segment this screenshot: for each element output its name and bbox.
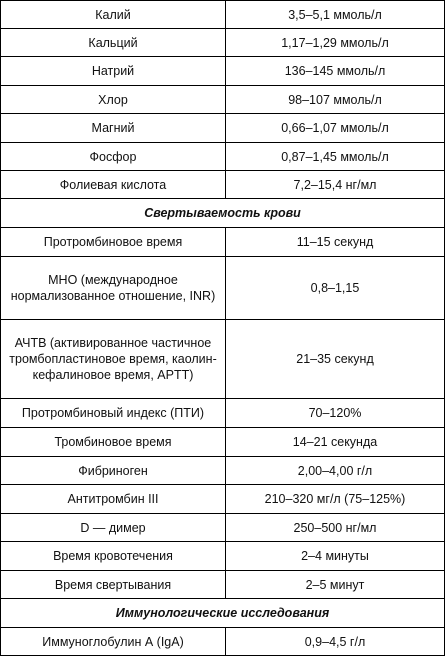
table-row — [1, 29, 445, 57]
table-row — [1, 228, 445, 257]
parameter-name: Иммуноглобулин А (IgA) — [1, 628, 226, 656]
reference-value: 11–15 секунд — [226, 228, 445, 257]
table-row — [1, 143, 445, 171]
table-row — [1, 320, 445, 399]
parameter-name: Кальций — [1, 29, 226, 57]
reference-value: 21–35 секунд — [226, 320, 445, 399]
table-row — [1, 171, 445, 199]
reference-value: 136–145 ммоль/л — [226, 57, 445, 86]
table-row — [1, 457, 445, 485]
reference-value: 7,2–15,4 нг/мл — [226, 171, 445, 199]
parameter-name: Фолиевая кислота — [1, 171, 226, 199]
table-row — [1, 114, 445, 143]
parameter-name: Натрий — [1, 57, 226, 86]
reference-value: 2–5 минут — [226, 571, 445, 599]
parameter-name: Протромбиновый индекс (ПТИ) — [1, 399, 226, 428]
section-row — [1, 199, 445, 228]
parameter-name: D — димер — [1, 514, 226, 542]
reference-value: 0,9–4,5 г/л — [226, 628, 445, 656]
reference-value: 2–4 минуты — [226, 542, 445, 571]
parameter-name: Фибриноген — [1, 457, 226, 485]
parameter-name: Тромбиновое время — [1, 428, 226, 457]
table-row — [1, 399, 445, 428]
table-row — [1, 257, 445, 320]
reference-value: 3,5–5,1 ммоль/л — [226, 1, 445, 29]
section-heading: Свертываемость крови — [1, 199, 445, 228]
reference-value: 0,8–1,15 — [226, 257, 445, 320]
reference-value: 250–500 нг/мл — [226, 514, 445, 542]
table-row — [1, 628, 445, 656]
parameter-name: Калий — [1, 1, 226, 29]
parameter-name: Фосфор — [1, 143, 226, 171]
reference-value: 1,17–1,29 ммоль/л — [226, 29, 445, 57]
parameter-name: Время свертывания — [1, 571, 226, 599]
parameter-name: АЧТВ (активированное частичное тромбопластиновое время, каолин-кефалиновое время, APTT) — [1, 320, 226, 399]
parameter-name: Хлор — [1, 86, 226, 114]
parameter-name: Время кровотечения — [1, 542, 226, 571]
section-heading: Иммунологические исследования — [1, 599, 445, 628]
reference-value: 98–107 ммоль/л — [226, 86, 445, 114]
table-row — [1, 428, 445, 457]
reference-value: 0,66–1,07 ммоль/л — [226, 114, 445, 143]
section-row — [1, 599, 445, 628]
reference-value: 2,00–4,00 г/л — [226, 457, 445, 485]
reference-value: 0,87–1,45 ммоль/л — [226, 143, 445, 171]
reference-value: 14–21 секунда — [226, 428, 445, 457]
parameter-name: Протромбиновое время — [1, 228, 226, 257]
table-row — [1, 514, 445, 542]
table-row — [1, 485, 445, 514]
parameter-name: МНО (международное нормализованное отношение, INR) — [1, 257, 226, 320]
table-row — [1, 57, 445, 86]
table-row — [1, 86, 445, 114]
table-row — [1, 571, 445, 599]
table-row — [1, 542, 445, 571]
table-row — [1, 1, 445, 29]
reference-value: 210–320 мг/л (75–125%) — [226, 485, 445, 514]
parameter-name: Магний — [1, 114, 226, 143]
reference-value: 70–120% — [226, 399, 445, 428]
parameter-name: Антитромбин III — [1, 485, 226, 514]
